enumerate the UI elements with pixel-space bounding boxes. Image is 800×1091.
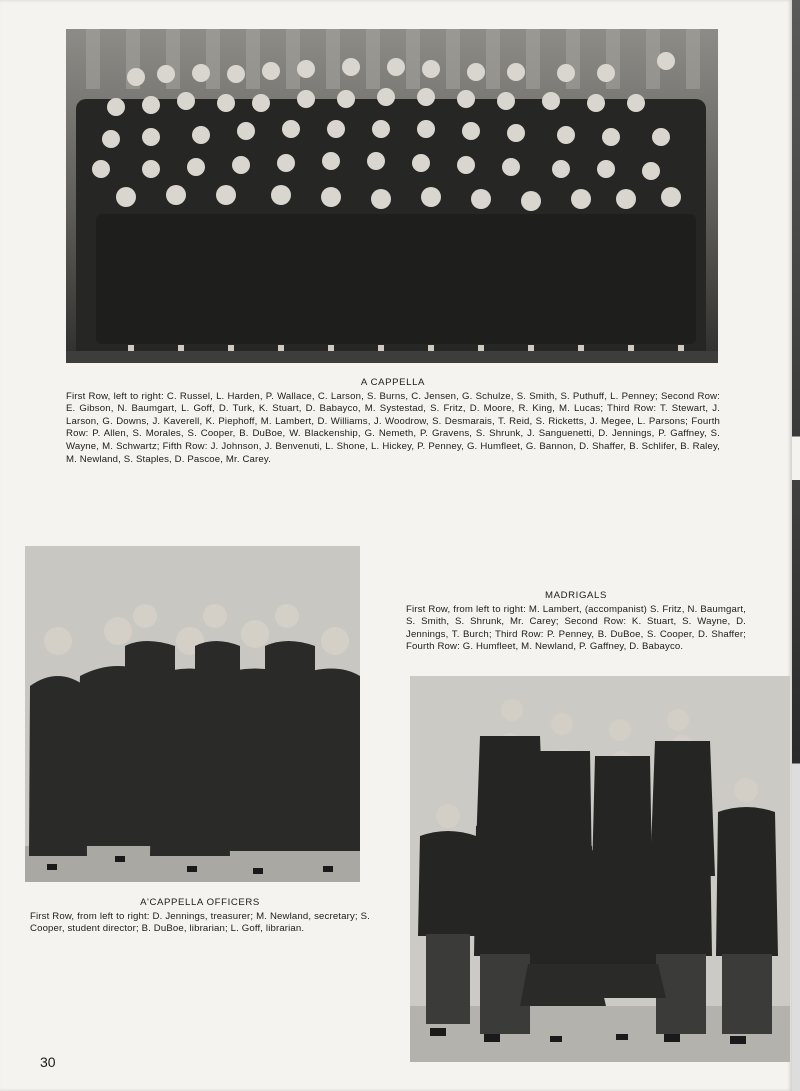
madrigals-photo-drawing (410, 676, 790, 1062)
madrigals-title: MADRIGALS (545, 590, 607, 601)
acappella-title: A CAPPELLA (360, 377, 426, 388)
officers-text: First Row, from left to right: D. Jennings, treasurer; M. Newland, secretary; S. Cooper, student director; B. DuBoe, librarian; L. Goff, librarian. (30, 910, 370, 935)
madrigals-caption (406, 590, 746, 654)
acappella-photo-drawing (66, 29, 718, 363)
officers-title: A'CAPPELLA OFFICERS (140, 897, 260, 908)
page-number: 30 (40, 1054, 56, 1070)
acappella-text: First Row, left to right: C. Russel, L. Harden, P. Wallace, C. Larson, S. Burns, C. Jensen, G. Schulze, S. Smith, S. Puthuff, L. Penney; Second Row: E. Gibson, N. Baumgart, L. Goff, D. Turk, K. Stuart, D. Babayco, M. Systestad, S. Fritz, D. Moore, R. King, M. Lucas; Third Row: T. Stewart, J. Larson, G. Downs, J. Kaverell, K. Piephoff, M. Lambert, D. Williams, J. Woodrow, S. Desmarais, T. Reid, S. Ricketts, J. Megee, L. Parsons; Fourth Row: P. Allen, S. Morales, S. Cooper, B. DuBoe, W. Blackenship, G. Nemeth, P. Gravens, S. Shrunk, J. Sanguenetti, D. Jennings, P. Gaffney, S. Wayne, M. Schwartz; Fifth Row: J. Johnson, J. Benvenuti, L. Shone, L. Hickey, P. Penney, G. Humfleet, G. Bannon, D. Shaffer, B. Schlifer, B. Raley, M. Newland, S. Staples, D. Pascoe, Mr. Carey. (66, 390, 720, 465)
officers-photo (25, 546, 360, 882)
officers-caption (30, 897, 370, 936)
madrigals-photo (410, 676, 790, 1062)
madrigals-text: First Row, from left to right: M. Lambert, (accompanist) S. Fritz, N. Baumgart, S. Smith, S. Shrunk, Mr. Carey; Second Row: K. Stuart, S. Wayne, D. Jennings, T. Burch; Third Row: P. Penney, B. DuBoe, S. Cooper, D. Shaffer; Fourth Row: G. Humfleet, M. Newland, P. Gaffney, D. Babayco. (406, 603, 746, 653)
page-edge (792, 0, 800, 1091)
acappella-caption (66, 377, 720, 466)
officers-photo-drawing (25, 546, 360, 882)
acappella-photo (66, 29, 718, 363)
